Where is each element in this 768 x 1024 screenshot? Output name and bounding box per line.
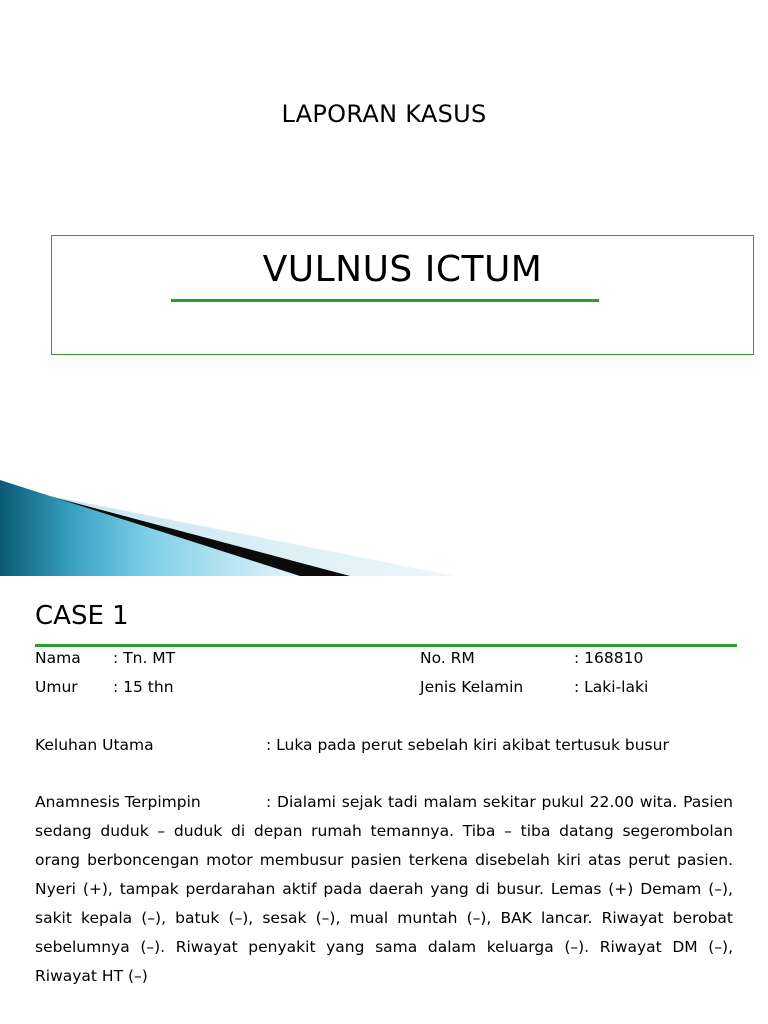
anamnesis-paragraph: [35, 788, 733, 991]
anamnesis-text: : Dialami sejak tadi malam sekitar pukul 22.00 wita. Pasien sedang duduk – duduk di depan rumah temannya. Tiba – tiba datang segerombolan orang berboncengan motor membusur pasien terkena disebelah kiri atas perut pasien. Nyeri (+), tampak perdarahan aktif pada daerah yang di busur. Lemas (+) Demam (–), sakit kepala (–), batuk (–), sesak (–), mual muntah (–), BAK lancar. Riwayat berobat sebelumnya (–). Riwayat penyakit yang sama dalam keluarga (–). Riwayat DM (–), Riwayat HT (–): [35, 793, 733, 985]
age-label: Umur: [35, 678, 78, 696]
slide-subtitle: LAPORAN KASUS: [281, 100, 487, 128]
title-underline: [171, 299, 599, 302]
complaint-value: : Luka pada perut sebelah kiri akibat tertusuk busur: [266, 736, 669, 754]
age-value: : 15 thn: [113, 678, 174, 696]
rm-value: : 168810: [574, 649, 644, 667]
title-box: [51, 235, 754, 355]
gender-label: Jenis Kelamin: [420, 678, 524, 696]
anamnesis-label: Anamnesis Terpimpin: [35, 793, 201, 811]
case-heading: CASE 1: [35, 601, 129, 631]
rm-label: No. RM: [420, 649, 475, 667]
decorative-swoosh: [0, 480, 460, 576]
slide-title: VULNUS ICTUM: [262, 249, 543, 290]
case-slide: [0, 576, 768, 1024]
gender-value: : Laki-laki: [574, 678, 649, 696]
complaint-label: Keluhan Utama: [35, 736, 154, 754]
name-value: : Tn. MT: [113, 649, 176, 667]
name-label: Nama: [35, 649, 81, 667]
